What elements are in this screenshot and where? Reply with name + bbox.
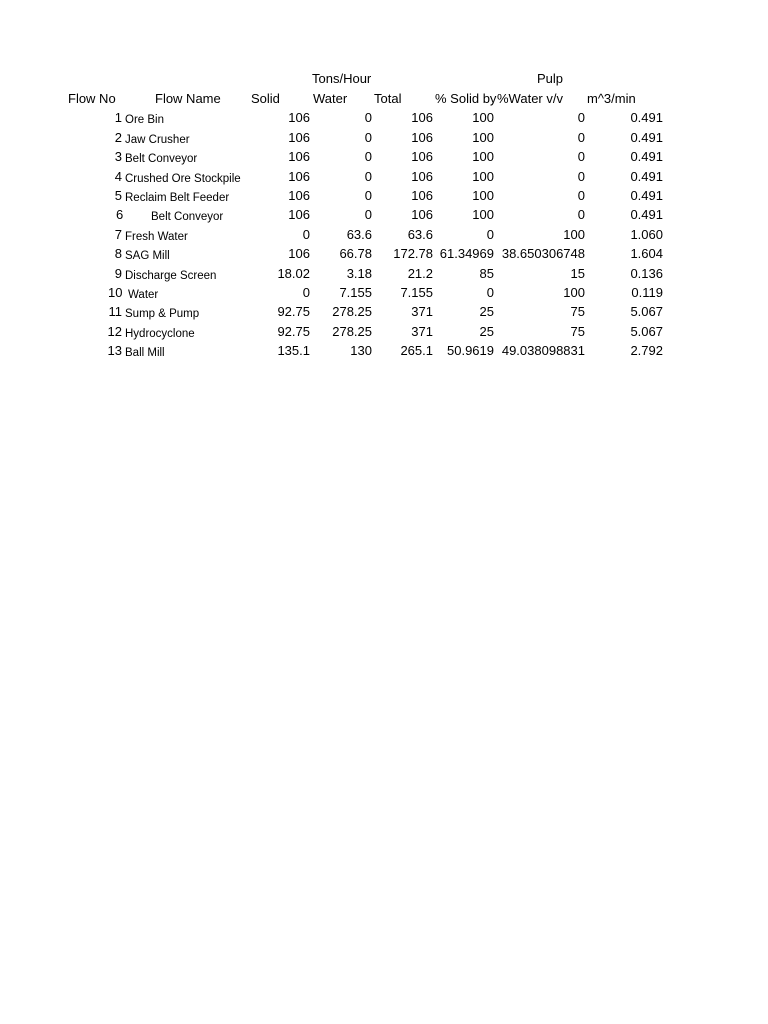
cell-pct-solid: 100 bbox=[472, 188, 494, 203]
cell-name: Jaw Crusher bbox=[125, 134, 190, 146]
cell-water: 0 bbox=[364, 149, 372, 164]
cell-pct-water: 0 bbox=[577, 149, 585, 164]
cell-name: Discharge Screen bbox=[125, 270, 217, 282]
cell-pct-solid: 100 bbox=[472, 169, 494, 184]
cell-solid: 0 bbox=[302, 285, 310, 300]
cell-water: 0 bbox=[364, 130, 372, 145]
cell-pct-water: 15 bbox=[570, 266, 585, 281]
cell-solid: 106 bbox=[288, 246, 310, 261]
cell-solid: 18.02 bbox=[277, 266, 310, 281]
cell-no: 13 bbox=[107, 343, 122, 358]
cell-name: Reclaim Belt Feeder bbox=[125, 192, 230, 204]
cell-pct-water: 0 bbox=[577, 110, 585, 125]
cell-water: 0 bbox=[364, 188, 372, 203]
cell-name: Fresh Water bbox=[125, 231, 188, 243]
header-m3-per-min: m^3/min bbox=[587, 91, 636, 106]
cell-pct-solid: 100 bbox=[472, 130, 494, 145]
cell-m3min: 0.136 bbox=[630, 266, 663, 281]
cell-pct-water: 100 bbox=[563, 285, 585, 300]
cell-water: 7.155 bbox=[339, 285, 372, 300]
cell-pct-water: 0 bbox=[577, 207, 585, 222]
cell-solid: 92.75 bbox=[277, 304, 310, 319]
cell-no: 7 bbox=[114, 227, 122, 242]
cell-solid: 106 bbox=[288, 188, 310, 203]
cell-pct-water: 75 bbox=[570, 324, 585, 339]
cell-no: 1 bbox=[114, 110, 122, 125]
cell-pct-solid: 25 bbox=[479, 324, 494, 339]
cell-total: 106 bbox=[411, 169, 433, 184]
cell-water: 3.18 bbox=[346, 266, 372, 281]
cell-pct-solid: 100 bbox=[472, 149, 494, 164]
cell-m3min: 0.119 bbox=[631, 285, 663, 300]
cell-name: Crushed Ore Stockpile bbox=[125, 173, 241, 185]
header-flow-name: Flow Name bbox=[155, 91, 221, 106]
cell-pct-solid: 61.34969 bbox=[439, 246, 494, 261]
cell-total: 7.155 bbox=[400, 285, 433, 300]
cell-total: 106 bbox=[411, 110, 433, 125]
cell-pct-solid: 50.9619 bbox=[447, 343, 494, 358]
cell-name: Water bbox=[128, 289, 159, 301]
cell-pct-solid: 100 bbox=[472, 110, 494, 125]
header-solid: Solid bbox=[251, 91, 280, 106]
cell-name: SAG Mill bbox=[125, 250, 170, 262]
cell-name: Ore Bin bbox=[125, 114, 164, 126]
cell-total: 106 bbox=[411, 149, 433, 164]
cell-pct-water: 0 bbox=[577, 130, 585, 145]
header-flow-no: Flow No bbox=[68, 91, 116, 106]
header-water: Water bbox=[313, 91, 348, 106]
cell-name: Belt Conveyor bbox=[151, 211, 224, 223]
cell-m3min: 0.491 bbox=[630, 188, 663, 203]
cell-no: 10 bbox=[108, 285, 123, 300]
cell-water: 63.6 bbox=[346, 227, 372, 242]
cell-no: 4 bbox=[114, 169, 122, 184]
cell-water: 278.25 bbox=[332, 304, 372, 319]
cell-m3min: 0.491 bbox=[630, 207, 663, 222]
cell-no: 11 bbox=[108, 304, 122, 319]
cell-water: 0 bbox=[364, 169, 372, 184]
header-pct-solid: % Solid by bbox=[435, 91, 497, 106]
cell-no: 9 bbox=[114, 266, 122, 281]
cell-name: Sump & Pump bbox=[125, 308, 200, 320]
cell-pct-water: 75 bbox=[570, 304, 585, 319]
cell-no: 12 bbox=[107, 324, 122, 339]
cell-total: 63.6 bbox=[407, 227, 433, 242]
header-pulp: Pulp bbox=[537, 71, 564, 86]
header-total: Total bbox=[374, 91, 402, 106]
cell-m3min: 5.067 bbox=[630, 324, 663, 339]
cell-name: Belt Conveyor bbox=[125, 153, 198, 165]
cell-pct-solid: 100 bbox=[472, 207, 494, 222]
cell-name: Hydrocyclone bbox=[125, 328, 195, 340]
cell-pct-solid: 0 bbox=[486, 227, 494, 242]
cell-total: 21.2 bbox=[407, 266, 433, 281]
cell-m3min: 1.060 bbox=[630, 227, 663, 242]
cell-m3min: 0.491 bbox=[630, 110, 663, 125]
cell-water: 0 bbox=[364, 110, 372, 125]
cell-total: 106 bbox=[411, 188, 433, 203]
cell-total: 371 bbox=[411, 324, 433, 339]
cell-solid: 106 bbox=[288, 169, 310, 184]
cell-pct-water: 38.650306748 bbox=[501, 246, 585, 261]
cell-m3min: 0.491 bbox=[630, 149, 663, 164]
cell-solid: 106 bbox=[288, 130, 310, 145]
cell-solid: 106 bbox=[288, 110, 310, 125]
cell-no: 6 bbox=[116, 207, 124, 222]
cell-total: 172.78 bbox=[393, 246, 433, 261]
cell-water: 66.78 bbox=[339, 246, 372, 261]
cell-pct-water: 0 bbox=[577, 169, 585, 184]
cell-m3min: 5.067 bbox=[630, 304, 663, 319]
cell-total: 371 bbox=[411, 304, 433, 319]
cell-m3min: 2.792 bbox=[630, 343, 663, 358]
cell-pct-solid: 0 bbox=[486, 285, 494, 300]
cell-pct-water: 100 bbox=[563, 227, 585, 242]
cell-total: 265.1 bbox=[400, 343, 433, 358]
cell-solid: 106 bbox=[288, 207, 310, 222]
cell-solid: 92.75 bbox=[277, 324, 310, 339]
cell-name: Ball Mill bbox=[125, 347, 165, 359]
cell-m3min: 1.604 bbox=[630, 246, 663, 261]
cell-water: 278.25 bbox=[332, 324, 372, 339]
cell-no: 2 bbox=[114, 130, 122, 145]
cell-total: 106 bbox=[411, 130, 433, 145]
header-pct-water: %Water v/v bbox=[497, 91, 563, 106]
header-tons-per-hour: Tons/Hour bbox=[312, 71, 372, 86]
cell-solid: 0 bbox=[302, 227, 310, 242]
cell-water: 130 bbox=[350, 343, 372, 358]
cell-m3min: 0.491 bbox=[630, 130, 663, 145]
cell-pct-water: 49.038098831 bbox=[501, 343, 585, 358]
cell-water: 0 bbox=[364, 207, 372, 222]
cell-no: 3 bbox=[114, 149, 122, 164]
cell-pct-water: 0 bbox=[577, 188, 585, 203]
cell-pct-solid: 85 bbox=[479, 266, 494, 281]
cell-no: 5 bbox=[114, 188, 122, 203]
cell-m3min: 0.491 bbox=[630, 169, 663, 184]
cell-solid: 135.1 bbox=[277, 343, 310, 358]
cell-pct-solid: 25 bbox=[479, 304, 494, 319]
cell-no: 8 bbox=[114, 246, 122, 261]
cell-total: 106 bbox=[411, 207, 433, 222]
cell-solid: 106 bbox=[288, 149, 310, 164]
